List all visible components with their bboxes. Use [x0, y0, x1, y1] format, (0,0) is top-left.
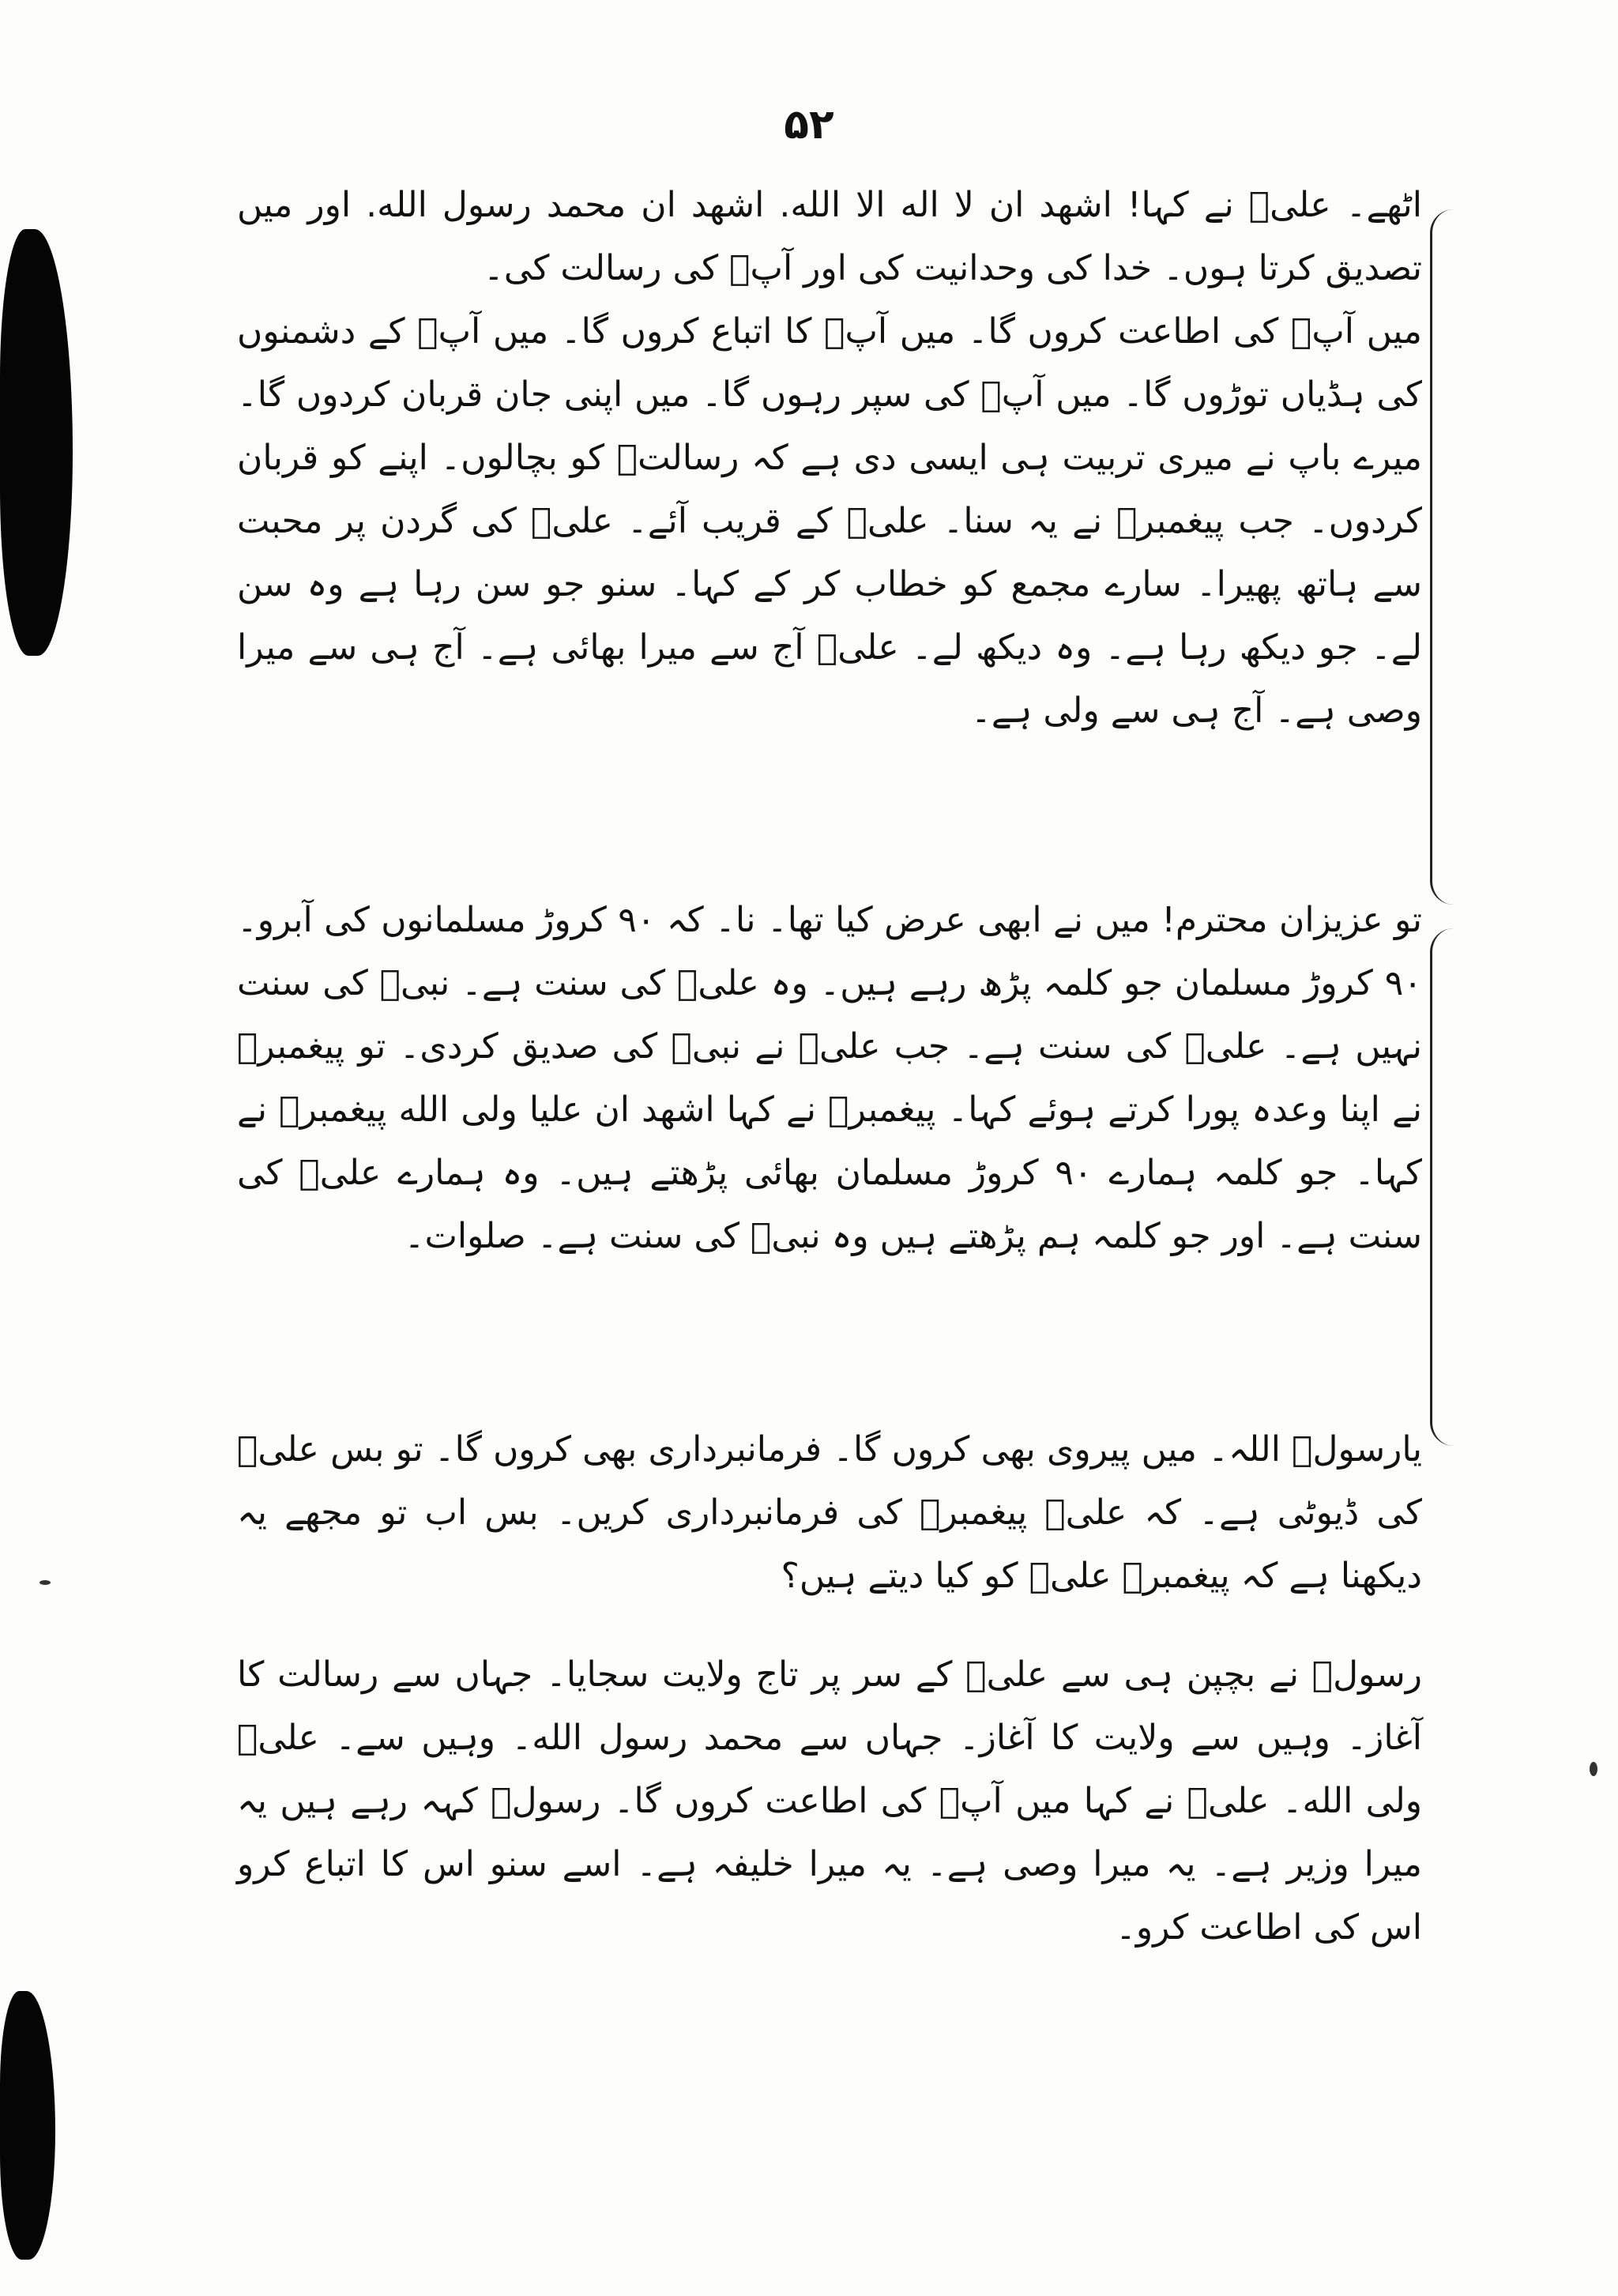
paragraph-5: رسولؐ نے بچپن ہی سے علیؑ کے سر پر تاج ولایت سجایا۔ جہاں سے رسالت کا آغاز۔ وہیں سے ولایت کا آغاز۔ جہاں سے محمد رسول الله۔ وہیں سے۔ علیؑ ولی الله۔ علیؑ نے کہا میں آپؐ کی اطاعت کروں گا۔ رسولؐ کہہ رہے ہیں یہ میرا وزیر ہے۔ یہ میرا وصی ہے۔ یہ میرا خلیفہ ہے۔ اسے سنو اس کا اتباع کرو اس کی اطاعت کرو۔ [237, 1654, 1422, 1948]
paragraph-4: یارسولؐ اللہ۔ میں پیروی بھی کروں گا۔ فرمانبرداری بھی کروں گا۔ تو بس علیؑ کی ڈیوٹی ہے۔ کہ علیؑ پیغمبرؐ کی فرمانبرداری کریں۔ بس اب تو مجھے یہ دیکھنا ہے کہ پیغمبرؐ علیؑ کو کیا دیتے ہیں؟ [237, 1429, 1422, 1596]
scan-speck [1590, 1762, 1597, 1776]
margin-bracket [1430, 209, 1464, 905]
page-number: ۵۲ [784, 101, 834, 149]
paragraph-3: تو عزیزان محترم! میں نے ابھی عرض کیا تھا۔ نا۔ کہ ۹۰ کروڑ مسلمانوں کی آبرو۔ ۹۰ کروڑ مسلمان جو کلمہ پڑھ رہے ہیں۔ وہ علیؑ کی سنت ہے۔ نبیؐ کی سنت نہیں ہے۔ علیؑ کی سنت ہے۔ جب علیؑ نے نبیؐ کی صدیق کردی۔ تو پیغمبرؐ نے اپنا وعدہ پورا کرتے ہوئے کہا۔ پیغمبرؐ نے کہا اشهد ان علیا ولی الله پیغمبرؐ نے کہا۔ جو کلمہ ہمارے ۹۰ کروڑ مسلمان بھائی پڑھتے ہیں۔ وہ ہمارے علیؑ کی سنت ہے۔ اور جو کلمہ ہم پڑھتے ہیں وہ نبیؐ کی سنت ہے۔ صلوات۔ [237, 900, 1422, 1256]
margin-bracket [1430, 928, 1464, 1446]
scan-shadow-bottom [0, 1991, 55, 2260]
paragraph-2: میں آپؐ کی اطاعت کروں گا۔ میں آپؐ کا اتباع کروں گا۔ میں آپؐ کے دشمنوں کی ہڈیاں توڑوں گا۔ میں آپؐ کی سپر رہوں گا۔ میں اپنی جان قربان کردوں گا۔ میرے باپ نے میری تربیت ہی ایسی دی ہے کہ رسالتؐ کو بچالوں۔ اپنے کو قربان کردوں۔ جب پیغمبرؐ نے یہ سنا۔ علیؑ کے قریب آئے۔ علیؑ کی گردن پر محبت سے ہاتھ پھیرا۔ سارے مجمع کو خطاب کر کے کہا۔ سنو جو سن رہا ہے وہ سن لے۔ جو دیکھ رہا ہے۔ وہ دیکھ لے۔ علیؑ آج سے میرا بھائی ہے۔ آج ہی سے میرا وصی ہے۔ آج ہی سے ولی ہے۔ [237, 311, 1422, 731]
scan-speck [40, 1580, 51, 1585]
scan-shadow-top [0, 229, 73, 656]
paragraph-1: اٹھے۔ علیؑ نے کہا! اشهد ان لا اله الا الله. اشهد ان محمد رسول الله. اور میں تصدیق کرتا ہوں۔ خدا کی وحدانیت کی اور آپؐ کی رسالت کی۔ [237, 185, 1422, 288]
